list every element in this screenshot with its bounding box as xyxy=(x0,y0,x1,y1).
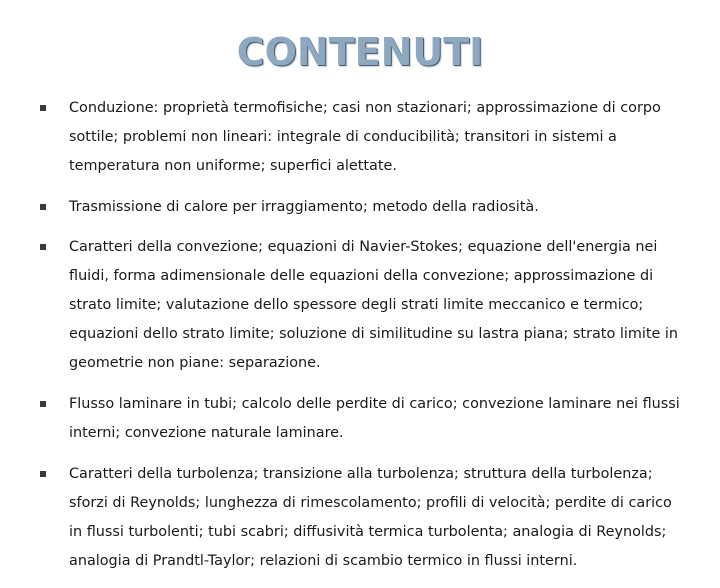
bullet-text: Trasmissione di calore per irraggiamento; metodo della radiosità. xyxy=(69,199,539,215)
bullet-text: Flusso laminare in tubi; calcolo delle perdite di carico; convezione laminare nei flussi interni; convezione naturale laminare. xyxy=(69,396,680,441)
square-bullet-icon xyxy=(40,105,46,111)
bullet-item-conduzione xyxy=(40,94,680,181)
bullet-item-turbolenza xyxy=(40,460,680,576)
bullet-text: Conduzione: proprietà termofisiche; casi non stazionari; approssimazione di corpo sottile; problemi non lineari: integrale di conducibilità; transitori in sistemi a temperatura non uniforme; superfici alettate. xyxy=(69,100,661,174)
bullet-text: Caratteri della turbolenza; transizione alla turbolenza; struttura della turbolenza; sforzi di Reynolds; lunghezza di rimescolamento; profili di velocità; perdite di carico in flussi turbolenti; tubi scabri; diffusività termica turbolenta; analogia di Reynolds; analogia di Prandtl-Taylor; relazioni di scambio termico in flussi interni. xyxy=(69,466,672,569)
square-bullet-icon xyxy=(40,471,46,477)
bullet-text: Caratteri della convezione; equazioni di Navier-Stokes; equazione dell'energia nei fluidi, forma adimensionale delle equazioni della convezione; approssimazione di strato limite; valutazione dello spessore degli strati limite meccanico e termico; equazioni dello strato limite; soluzione di similitudine su lastra piana; strato limite in geometrie non piane: separazione. xyxy=(69,239,679,371)
square-bullet-icon xyxy=(40,401,46,407)
bullet-list xyxy=(40,94,680,588)
bullet-item-flusso-laminare xyxy=(40,390,680,448)
square-bullet-icon xyxy=(40,244,46,250)
slide-title: CONTENUTI xyxy=(236,30,484,74)
square-bullet-icon xyxy=(40,204,46,210)
bullet-item-convezione xyxy=(40,233,680,378)
bullet-item-irraggiamento xyxy=(40,193,680,222)
